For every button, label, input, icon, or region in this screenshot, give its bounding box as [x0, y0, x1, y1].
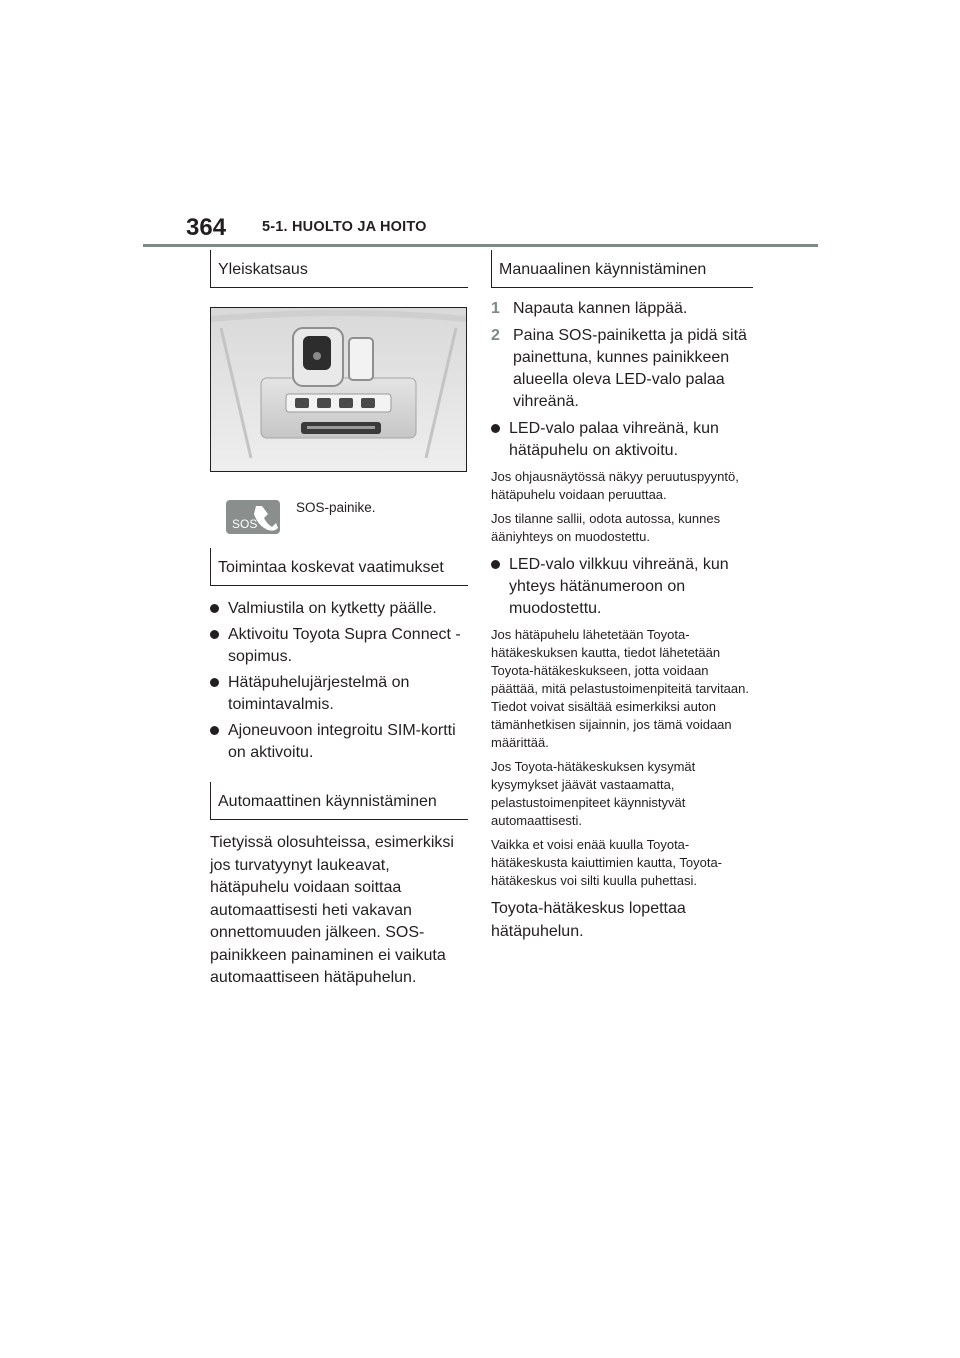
- auto-heading: Automaattinen käynnistäminen: [210, 782, 468, 820]
- header-rule: [143, 244, 818, 247]
- sos-phone-icon: [226, 500, 280, 534]
- result-list-2: [491, 554, 753, 620]
- requirements-list: [210, 598, 468, 764]
- roof-console-illustration: [211, 308, 466, 471]
- result-list-1: [491, 418, 753, 462]
- step-number: 2: [491, 327, 500, 344]
- step-item: 1 Napauta kannen läppää.: [491, 298, 753, 320]
- auto-paragraph: Tietyissä olosuhteissa, esimerkiksi jos turvatyynyt laukeavat, hätäpuhelu voidaan soittaa automaattisesti heti vakavan onnettomuuden jälkeen. SOS-painikkeen painaminen ei vaikuta automaattiseen hätäpuhelun.: [210, 834, 454, 986]
- note-wait: Jos tilanne sallii, odota autossa, kunnes ääniyhteys on muodostettu.: [491, 511, 721, 544]
- steps-list: [491, 298, 753, 413]
- list-item: Aktivoitu Toyota Supra Connect -sopimus.: [210, 624, 468, 668]
- right-column: [491, 250, 753, 943]
- bullet-icon: [210, 726, 219, 735]
- sos-legend: [210, 500, 468, 548]
- bullet-icon: [210, 604, 219, 613]
- section-title: 5-1. HUOLTO JA HOITO: [262, 219, 427, 235]
- step-number: 1: [491, 300, 500, 317]
- list-item: Ajoneuvoon integroitu SIM-kortti on aktivoitu.: [210, 720, 468, 764]
- bullet-icon: [210, 630, 219, 639]
- manual-heading: Manuaalinen käynnistäminen: [491, 250, 753, 288]
- note-cancel: Jos ohjausnäytössä näkyy peruutuspyyntö, hätäpuhelu voidaan peruuttaa.: [491, 469, 739, 502]
- list-item: Valmiustila on kytketty päälle.: [210, 598, 468, 620]
- page-number: 364: [186, 214, 227, 241]
- note-unanswered: Jos Toyota-hätäkeskuksen kysymät kysymykset jäävät vastaamatta, pelastustoimenpiteet käynnistyvät automaattisesti.: [491, 759, 696, 828]
- requirements-heading: Toimintaa koskevat vaatimukset: [210, 548, 468, 586]
- overview-heading: Yleiskatsaus: [210, 250, 468, 288]
- note-speakers: Vaikka et voisi enää kuulla Toyota-hätäkeskusta kaiuttimien kautta, Toyota-hätäkeskus voi silti kuulla puhettasi.: [491, 837, 722, 888]
- left-column: [210, 250, 468, 990]
- list-item: LED-valo palaa vihreänä, kun hätäpuhelu on aktivoitu.: [491, 418, 753, 462]
- list-item: LED-valo vilkkuu vihreänä, kun yhteys hätänumeroon on muodostettu.: [491, 554, 753, 620]
- list-item: Hätäpuhelujärjestelmä on toimintavalmis.: [210, 672, 468, 716]
- svg-text:SOS: SOS: [232, 517, 258, 531]
- sos-legend-label: SOS-painike.: [296, 500, 376, 515]
- bullet-icon: [491, 560, 500, 569]
- note-data-sent: Jos hätäpuhelu lähetetään Toyota-hätäkeskuksen kautta, tiedot lähetetään Toyota-hätäkeskukseen, jotta voidaan päättää, mitä pelastustoimenpiteitä tarvitaan. Tiedot voivat sisältää esimerkiksi auton tämänhetkisen sijainnin, jos tämä voidaan määrittää.: [491, 627, 749, 750]
- step-item: 2 Paina SOS-painiketta ja pidä sitä painettuna, kunnes painikkeen alueella oleva LED-valo palaa vihreänä.: [491, 327, 747, 410]
- closing-paragraph: Toyota-hätäkeskus lopettaa hätäpuhelun.: [491, 900, 686, 940]
- bullet-icon: [210, 678, 219, 687]
- sos-button-photo: [210, 307, 467, 472]
- bullet-icon: [491, 424, 500, 433]
